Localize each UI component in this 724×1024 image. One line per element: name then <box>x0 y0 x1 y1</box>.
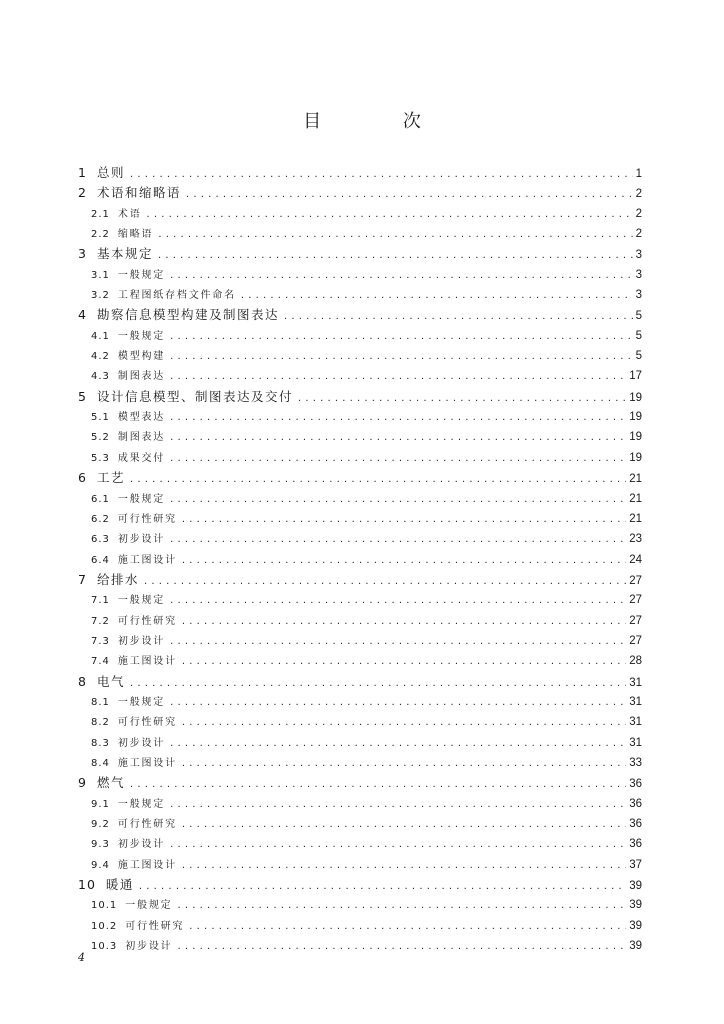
toc-entry-page: 31 <box>629 716 642 729</box>
toc-entry-page: 39 <box>629 919 642 932</box>
toc-chapter-entry[interactable] <box>78 570 642 590</box>
toc-entry-number: 6 <box>78 470 87 486</box>
toc-entry-number: 3 <box>78 246 87 262</box>
toc-section-entry[interactable] <box>78 204 642 224</box>
toc-entry-page: 23 <box>629 533 642 546</box>
dot-leader <box>170 795 626 814</box>
toc-section-entry[interactable] <box>78 366 642 386</box>
toc-entry-page: 36 <box>629 818 642 830</box>
toc-entry-page: 36 <box>629 797 642 810</box>
toc-entry-page: 3 <box>635 289 642 302</box>
toc-entry-page: 31 <box>629 676 642 689</box>
dot-leader <box>170 428 626 447</box>
dot-leader <box>284 307 633 325</box>
dot-leader <box>182 510 626 529</box>
toc-entry-title: 施工图设计 <box>117 757 177 769</box>
toc-entry-number: 10.3 <box>91 941 118 953</box>
toc-entry-title: 模型表达 <box>117 412 166 424</box>
toc-chapter-entry[interactable] <box>78 163 642 183</box>
toc-section-entry[interactable] <box>78 916 642 936</box>
toc-entry-page: 5 <box>635 310 642 323</box>
toc-entry-title: 可行性研究 <box>117 819 177 830</box>
toc-entry-title: 初步设计 <box>125 941 173 953</box>
toc-entry-page: 1 <box>635 168 642 180</box>
toc-entry-title: 勘察信息模型构建及制图表达 <box>96 307 279 323</box>
toc-entry-number: 10.2 <box>91 920 118 932</box>
toc-entry-page: 2 <box>635 207 642 220</box>
toc-entry-title: 施工图设计 <box>117 859 177 871</box>
dot-leader <box>241 286 633 305</box>
toc-section-entry[interactable] <box>78 346 642 366</box>
dot-leader <box>170 490 626 509</box>
toc-entry-page: 21 <box>629 473 642 486</box>
toc-entry-title: 初步设计 <box>117 839 166 851</box>
toc-entry-number: 8.1 <box>91 696 110 708</box>
toc-entry-title: 燃气 <box>96 775 125 791</box>
toc-entry-number: 5.3 <box>91 452 110 464</box>
toc-entry-number: 4.2 <box>91 351 110 363</box>
toc-section-entry[interactable] <box>78 712 642 732</box>
toc-section-entry[interactable] <box>78 794 642 814</box>
toc-section-entry[interactable] <box>78 529 642 549</box>
toc-entry-page: 5 <box>635 350 642 363</box>
dot-leader <box>170 266 632 285</box>
toc-entry-page: 5 <box>635 329 642 342</box>
toc-entry-title: 术语 <box>117 208 142 220</box>
toc-section-entry[interactable] <box>78 651 642 671</box>
toc-section-entry[interactable] <box>78 509 642 529</box>
toc-entry-title: 电气 <box>96 673 125 689</box>
toc-entry-number: 9.4 <box>91 859 110 871</box>
toc-entry-page: 37 <box>629 858 642 871</box>
toc-entry-page: 33 <box>629 756 642 769</box>
toc-section-entry[interactable] <box>78 631 642 651</box>
toc-section-entry[interactable] <box>78 407 642 427</box>
toc-entry-page: 39 <box>629 880 642 893</box>
dot-leader <box>170 530 626 549</box>
toc-entry-number: 5.2 <box>91 432 110 444</box>
toc-entry-page: 27 <box>629 594 642 607</box>
toc-section-entry[interactable] <box>78 489 642 509</box>
toc-entry-number: 4.1 <box>91 330 110 342</box>
toc-entry-number: 4 <box>78 307 87 323</box>
toc-entry-title: 制图表达 <box>117 371 166 383</box>
toc-chapter-entry[interactable] <box>78 672 642 692</box>
toc-entry-page: 2 <box>635 188 642 201</box>
toc-entry-title: 总则 <box>96 165 125 180</box>
toc-section-entry[interactable] <box>78 611 642 631</box>
dot-leader <box>186 185 633 203</box>
toc-entry-title: 一般规定 <box>117 493 166 505</box>
dot-leader <box>170 632 626 651</box>
dot-leader <box>182 612 626 631</box>
dot-leader <box>130 470 626 488</box>
toc-entry-title: 施工图设计 <box>117 656 177 668</box>
dot-leader <box>158 225 632 244</box>
dot-leader <box>170 835 626 854</box>
page-number: 4 <box>78 951 85 964</box>
dot-leader <box>130 775 626 793</box>
dot-leader <box>298 389 626 407</box>
toc-entry-page: 27 <box>629 614 642 627</box>
toc-section-entry[interactable] <box>78 834 642 854</box>
toc-section-entry[interactable] <box>78 753 642 773</box>
toc-entry-title: 一般规定 <box>117 696 166 708</box>
toc-entry-title: 给排水 <box>96 571 139 587</box>
toc-entry-page: 36 <box>629 778 642 791</box>
toc-entry-title: 成果交付 <box>117 452 166 464</box>
toc-entry-page: 27 <box>629 574 642 587</box>
toc-entry-page: 19 <box>629 431 642 444</box>
dot-leader <box>170 347 632 366</box>
dot-leader <box>139 877 626 895</box>
toc-entry-title: 一般规定 <box>117 595 166 607</box>
toc-entry-number: 9.3 <box>91 839 110 851</box>
toc-section-entry[interactable] <box>78 326 642 346</box>
toc-entry-page: 19 <box>629 451 642 464</box>
dot-leader <box>182 551 626 570</box>
toc-entry-number: 8 <box>78 673 87 689</box>
toc-entry-page: 21 <box>629 512 642 525</box>
toc-entry-title: 工程图纸存档文件命名 <box>117 290 236 302</box>
toc-entry-number: 2.2 <box>91 229 110 241</box>
toc-entry-page: 19 <box>629 411 642 424</box>
toc-entry-title: 初步设计 <box>117 635 166 647</box>
toc-entry-number: 2.1 <box>91 208 110 220</box>
toc-entry-number: 9.2 <box>91 819 110 830</box>
toc-entry-number: 5.1 <box>91 412 110 424</box>
toc-entry-page: 39 <box>629 899 642 912</box>
toc-section-entry[interactable] <box>78 265 642 285</box>
toc-entry-page: 39 <box>629 940 642 953</box>
toc-entry-number: 8.2 <box>91 717 110 729</box>
dot-leader <box>182 713 626 732</box>
toc-section-entry[interactable] <box>78 936 642 956</box>
dot-leader <box>189 917 626 936</box>
toc-entry-number: 6.4 <box>91 554 110 566</box>
toc-section-entry[interactable] <box>78 224 642 244</box>
toc-entry-title: 初步设计 <box>117 534 166 546</box>
dot-leader <box>144 572 626 590</box>
toc-entry-page: 27 <box>629 634 642 647</box>
toc-chapter-entry[interactable] <box>78 875 642 895</box>
toc-entry-number: 10.1 <box>91 900 118 912</box>
table-of-contents <box>78 163 642 956</box>
toc-section-entry[interactable] <box>78 733 642 753</box>
toc-entry-number: 2 <box>78 185 87 201</box>
toc-entry-page: 3 <box>635 268 642 281</box>
toc-entry-title: 制图表达 <box>117 432 166 444</box>
toc-entry-page: 36 <box>629 838 642 851</box>
dot-leader <box>177 896 626 915</box>
dot-leader <box>158 246 633 264</box>
toc-entry-number: 4.3 <box>91 371 110 383</box>
toc-entry-title: 工艺 <box>96 470 125 486</box>
dot-leader <box>170 591 626 610</box>
toc-entry-title: 初步设计 <box>117 737 166 749</box>
toc-chapter-entry[interactable] <box>78 244 642 264</box>
toc-section-entry[interactable] <box>78 550 642 570</box>
toc-entry-page: 2 <box>635 228 642 241</box>
toc-entry-number: 5 <box>78 388 87 404</box>
toc-entry-page: 31 <box>629 695 642 708</box>
page-title: 目 次 <box>303 111 459 132</box>
toc-entry-title: 术语和缩略语 <box>96 185 181 201</box>
toc-entry-number: 9 <box>78 775 87 791</box>
dot-leader <box>170 693 626 712</box>
toc-chapter-entry[interactable] <box>78 468 642 488</box>
toc-section-entry[interactable] <box>78 692 642 712</box>
toc-entry-number: 3.2 <box>91 290 110 302</box>
toc-entry-title: 一般规定 <box>117 798 166 810</box>
toc-entry-title: 一般规定 <box>117 269 166 281</box>
toc-entry-title: 设计信息模型、制图表达及交付 <box>96 388 293 404</box>
toc-section-entry[interactable] <box>78 895 642 915</box>
toc-entry-number: 7.2 <box>91 615 110 627</box>
toc-chapter-entry[interactable] <box>78 387 642 407</box>
toc-entry-number: 8.3 <box>91 737 110 749</box>
toc-entry-title: 可行性研究 <box>117 615 177 627</box>
dot-leader <box>147 205 633 224</box>
toc-entry-title: 施工图设计 <box>117 554 177 566</box>
dot-leader <box>170 449 626 468</box>
toc-entry-number: 6.1 <box>91 493 110 505</box>
toc-entry-title: 可行性研究 <box>117 717 177 729</box>
toc-entry-number: 7.1 <box>91 595 110 607</box>
toc-section-entry[interactable] <box>78 814 642 834</box>
dot-leader <box>177 937 626 956</box>
dot-leader <box>182 754 626 773</box>
toc-section-entry[interactable] <box>78 855 642 875</box>
toc-entry-title: 基本规定 <box>96 246 153 262</box>
toc-entry-page: 31 <box>629 736 642 749</box>
toc-entry-number: 7.3 <box>91 635 110 647</box>
dot-leader <box>170 408 626 427</box>
toc-entry-number: 10 <box>78 877 96 893</box>
dot-leader <box>170 734 626 753</box>
toc-entry-title: 一般规定 <box>117 330 166 342</box>
toc-section-entry[interactable] <box>78 590 642 610</box>
toc-entry-title: 一般规定 <box>125 900 173 912</box>
toc-entry-page: 28 <box>629 655 642 668</box>
toc-entry-page: 3 <box>635 249 642 262</box>
toc-entry-number: 3.1 <box>91 269 110 281</box>
toc-entry-number: 1 <box>78 165 87 180</box>
dot-leader <box>182 856 626 875</box>
toc-entry-page: 19 <box>629 391 642 404</box>
toc-entry-title: 可行性研究 <box>117 513 177 525</box>
toc-entry-number: 7 <box>78 571 87 587</box>
toc-entry-title: 模型构建 <box>117 351 166 363</box>
dot-leader <box>170 327 632 346</box>
toc-entry-number: 8.4 <box>91 757 110 769</box>
dot-leader <box>182 652 626 671</box>
toc-entry-number: 6.2 <box>91 513 110 525</box>
dot-leader <box>170 367 626 386</box>
dot-leader <box>130 165 633 183</box>
toc-entry-number: 9.1 <box>91 798 110 810</box>
toc-section-entry[interactable] <box>78 427 642 447</box>
toc-entry-page: 24 <box>629 553 642 566</box>
toc-entry-page: 17 <box>629 370 642 383</box>
toc-section-entry[interactable] <box>78 285 642 305</box>
toc-entry-number: 7.4 <box>91 656 110 668</box>
toc-entry-page: 21 <box>629 492 642 505</box>
dot-leader <box>130 674 626 692</box>
toc-entry-title: 暖通 <box>105 877 134 893</box>
toc-entry-title: 可行性研究 <box>125 920 185 932</box>
toc-entry-title: 缩略语 <box>117 229 154 241</box>
toc-chapter-entry[interactable] <box>78 773 642 793</box>
toc-chapter-entry[interactable] <box>78 305 642 325</box>
dot-leader <box>182 815 626 834</box>
toc-chapter-entry[interactable] <box>78 183 642 203</box>
toc-entry-number: 6.3 <box>91 534 110 546</box>
toc-section-entry[interactable] <box>78 448 642 468</box>
